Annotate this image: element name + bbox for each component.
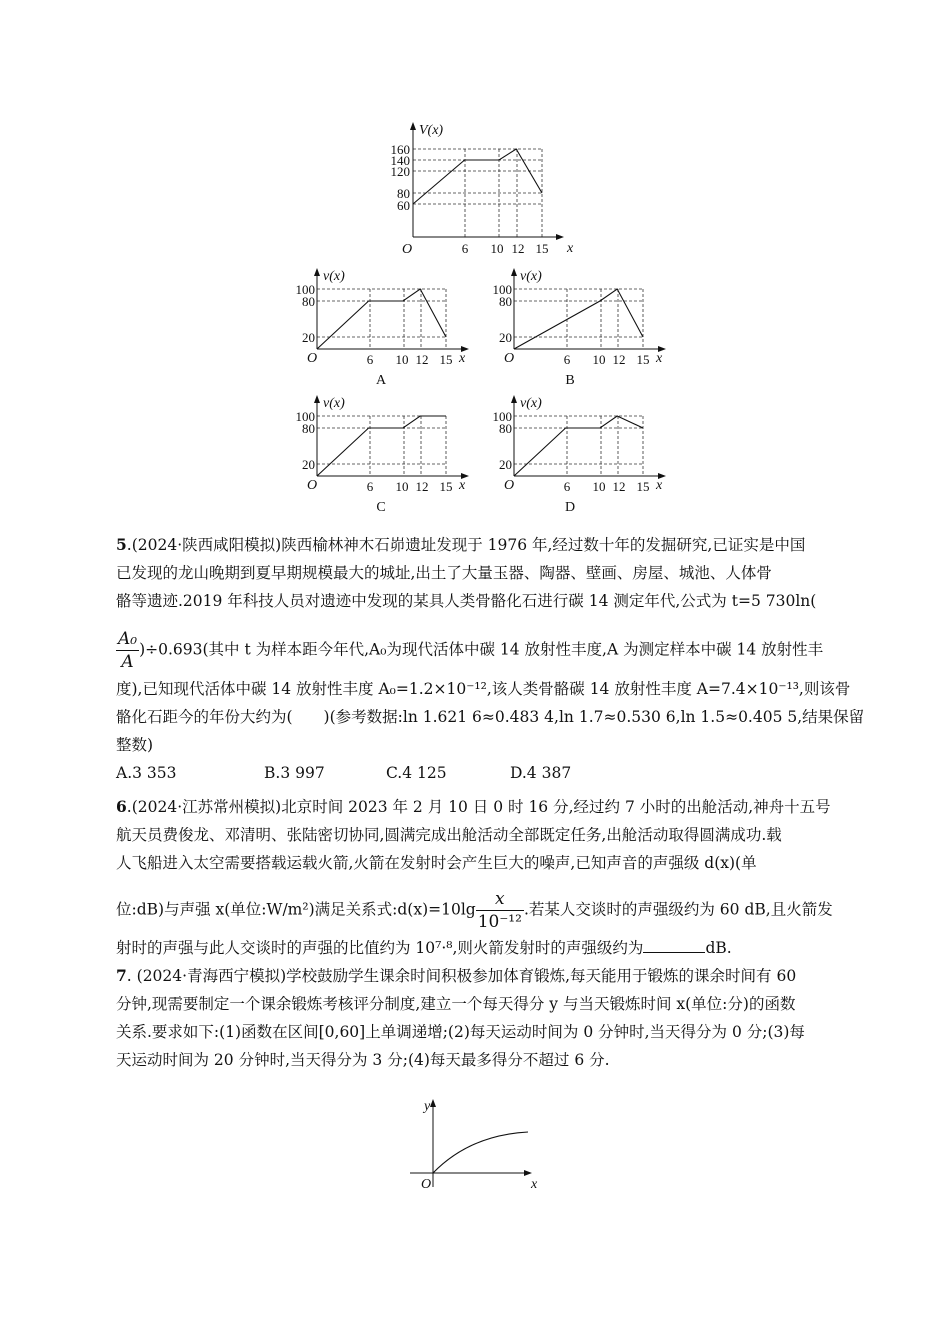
series-line bbox=[413, 149, 542, 204]
y-tick-100: 100 bbox=[492, 409, 512, 424]
option-chart-d bbox=[480, 393, 680, 517]
q6-line-1 bbox=[116, 797, 836, 817]
option-label: D bbox=[564, 500, 576, 515]
fraction-numerator: A₀ bbox=[118, 629, 138, 649]
option-d: D.4 387 bbox=[510, 764, 572, 782]
y-tick-80: 80 bbox=[499, 294, 512, 309]
origin-label: O bbox=[504, 478, 515, 493]
q5-line-7: 整数) bbox=[116, 736, 154, 754]
q5-text: )÷0.693(其中 t 为样本距今年代,A₀为现代活体中碳 14 放射性丰度,A 为测定样本中碳 14 放射性丰 bbox=[139, 640, 824, 659]
y-tick-140: 140 bbox=[390, 153, 410, 168]
x-tick-10: 10 bbox=[592, 352, 606, 367]
fraction-numerator: x bbox=[476, 888, 524, 911]
x-axis-label: x bbox=[459, 478, 466, 493]
option-a: A.3 353 bbox=[116, 764, 177, 782]
x-axis-label: x bbox=[459, 351, 466, 366]
option-chart-b bbox=[480, 266, 680, 390]
y-axis-label: v(x) bbox=[520, 396, 542, 411]
option-label: B bbox=[565, 373, 575, 388]
q6-line-3: 人飞船进入太空需要搭载运载火箭,火箭在发射时会产生巨大的噪声,已知声音的声强级 d(x)(单 bbox=[116, 854, 757, 872]
y-tick-20: 20 bbox=[302, 457, 315, 472]
x-axis-label: x bbox=[656, 351, 663, 366]
q5-line-2: 已发现的龙山晚期到夏早期规模最大的城址,出土了大量玉器、陶器、壁画、房屋、城池、人体骨 bbox=[116, 564, 772, 582]
q6-text: dB. bbox=[705, 939, 732, 957]
answer-blank[interactable] bbox=[643, 938, 705, 953]
series-line bbox=[514, 289, 643, 349]
y-axis-label: y bbox=[424, 1099, 431, 1114]
x-tick-15: 15 bbox=[535, 241, 549, 256]
y-axis-label: v(x) bbox=[520, 269, 542, 284]
x-tick-12: 12 bbox=[511, 241, 525, 256]
y-tick-100: 100 bbox=[295, 409, 315, 424]
y-tick-120: 120 bbox=[390, 164, 410, 179]
question-number: 7 bbox=[116, 966, 127, 985]
bottom-function-graph bbox=[400, 1095, 550, 1195]
q6-text: 射时的声强与此人交谈时的声强的比值约为 10⁷·⁸,则火箭发射时的声强级约为 bbox=[116, 939, 644, 957]
y-axis-label: V(x) bbox=[419, 123, 444, 138]
x-axis-label: x bbox=[531, 1177, 538, 1192]
question-number: 6 bbox=[116, 797, 127, 816]
x-tick-12: 12 bbox=[612, 479, 626, 494]
x-tick-12: 12 bbox=[415, 352, 429, 367]
x-tick-15: 15 bbox=[636, 479, 650, 494]
q5-text: 陕西榆林神木石峁遗址发现于 1976 年,经过数十年的发掘研究,已证实是中国 bbox=[281, 536, 806, 554]
q6-line-2: 航天员费俊龙、邓清明、张陆密切协同,圆满完成出舱活动全部既定任务,出舱活动取得圆满成功.载 bbox=[116, 826, 782, 844]
q5-line-5: 度),已知现代活体中碳 14 放射性丰度 A₀=1.2×10⁻¹²,该人类骨骼碳 14 放射性丰度 A=7.4×10⁻¹³,则该骨 bbox=[116, 680, 851, 698]
option-label: C bbox=[376, 500, 386, 515]
option-chart-c bbox=[283, 393, 483, 517]
option-label: A bbox=[375, 373, 387, 388]
option-b: B.3 997 bbox=[264, 764, 325, 782]
series-line bbox=[514, 416, 643, 476]
series-line bbox=[317, 289, 446, 349]
origin-label: O bbox=[402, 242, 413, 257]
q7-line-4: 天运动时间为 20 分钟时,当天得分为 3 分;(4)每天最多得分不超过 6 分. bbox=[116, 1051, 610, 1069]
x-tick-15: 15 bbox=[439, 352, 453, 367]
fraction-denominator: 10⁻¹² bbox=[477, 912, 522, 932]
y-tick-80: 80 bbox=[302, 421, 315, 436]
y-tick-80: 80 bbox=[302, 294, 315, 309]
q6-text: 北京时间 2023 年 2 月 10 日 0 时 16 分,经过约 7 小时的出舱活动,神舟十五号 bbox=[281, 798, 831, 816]
q6-line-4 bbox=[116, 888, 836, 933]
fraction-denominator: A bbox=[121, 652, 134, 672]
x-tick-15: 15 bbox=[636, 352, 650, 367]
x-tick-6: 6 bbox=[563, 352, 571, 367]
series-line bbox=[317, 416, 446, 476]
origin-label: O bbox=[421, 1177, 432, 1192]
x-tick-6: 6 bbox=[366, 479, 374, 494]
x-tick-12: 12 bbox=[612, 352, 626, 367]
q7-text: 学校鼓励学生课余时间积极参加体育锻炼,每天能用于锻炼的课余时间有 60 bbox=[286, 967, 797, 985]
y-tick-20: 20 bbox=[302, 330, 315, 345]
fraction bbox=[116, 628, 139, 673]
x-tick-10: 10 bbox=[592, 479, 606, 494]
y-tick-20: 20 bbox=[499, 457, 512, 472]
option-chart-a bbox=[283, 266, 483, 390]
y-axis-label: v(x) bbox=[323, 269, 345, 284]
origin-label: O bbox=[307, 478, 318, 493]
curve bbox=[433, 1132, 528, 1173]
x-tick-15: 15 bbox=[439, 479, 453, 494]
y-axis-label: v(x) bbox=[323, 396, 345, 411]
fraction bbox=[476, 888, 524, 933]
question-source: .(2024·江苏常州模拟) bbox=[126, 798, 282, 816]
y-tick-80: 80 bbox=[397, 186, 410, 201]
q7-line-3: 关系.要求如下:(1)函数在区间[0,60]上单调递增;(2)每天运动时间为 0 分钟时,当天得分为 0 分;(3)每 bbox=[116, 1023, 805, 1041]
q7-line-1 bbox=[116, 966, 836, 986]
x-tick-6: 6 bbox=[366, 352, 374, 367]
x-tick-10: 10 bbox=[395, 352, 409, 367]
y-tick-160: 160 bbox=[390, 142, 410, 157]
option-c: C.4 125 bbox=[386, 764, 447, 782]
q5-line-4 bbox=[116, 628, 836, 673]
x-tick-12: 12 bbox=[415, 479, 429, 494]
x-tick-6: 6 bbox=[563, 479, 571, 494]
q6-text: 位:dB)与声强 x(单位:W/m²)满足关系式:d(x)=10lg bbox=[116, 900, 476, 919]
q6-line-5 bbox=[116, 938, 836, 958]
x-axis-label: x bbox=[656, 478, 663, 493]
q7-line-2: 分钟,现需要制定一个课余锻炼考核评分制度,建立一个每天得分 y 与当天锻炼时间 x(单位:分)的函数 bbox=[116, 995, 796, 1013]
q5-line-1 bbox=[116, 535, 836, 555]
top-chart bbox=[380, 118, 580, 258]
y-tick-100: 100 bbox=[492, 282, 512, 297]
y-tick-20: 20 bbox=[499, 330, 512, 345]
question-source: . (2024·青海西宁模拟) bbox=[126, 967, 287, 985]
x-tick-10: 10 bbox=[490, 241, 504, 256]
x-tick-10: 10 bbox=[395, 479, 409, 494]
q6-text: .若某人交谈时的声强级约为 60 dB,且火箭发 bbox=[523, 900, 833, 919]
x-axis-label: x bbox=[567, 241, 574, 256]
origin-label: O bbox=[307, 351, 318, 366]
x-tick-6: 6 bbox=[461, 241, 469, 256]
question-number: 5 bbox=[116, 535, 127, 554]
question-source: .(2024·陕西咸阳模拟) bbox=[126, 536, 282, 554]
y-tick-60: 60 bbox=[397, 198, 410, 213]
y-tick-80: 80 bbox=[499, 421, 512, 436]
y-tick-100: 100 bbox=[295, 282, 315, 297]
q5-line-6: 骼化石距今的年份大约为( )(参考数据:ln 1.621 6≈0.483 4,ln 1.7≈0.530 6,ln 1.5≈0.405 5,结果保留 bbox=[116, 708, 865, 726]
q5-line-3: 骼等遗迹.2019 年科技人员对遗迹中发现的某具人类骨骼化石进行碳 14 测定年代,公式为 t=5 730ln( bbox=[116, 592, 817, 610]
origin-label: O bbox=[504, 351, 515, 366]
